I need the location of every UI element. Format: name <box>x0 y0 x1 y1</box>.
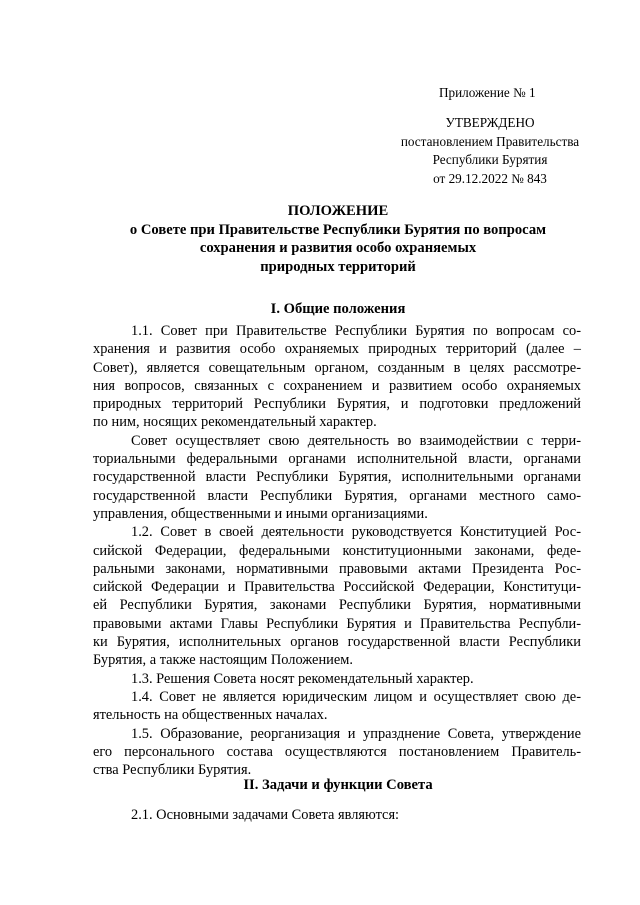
appendix-label: Приложение № 1 <box>439 85 536 100</box>
paragraph <box>93 523 581 669</box>
document-title: ПОЛОЖЕНИЕ <box>287 203 389 219</box>
paragraph <box>93 670 581 688</box>
approval-line: Республики Бурятия <box>432 152 548 167</box>
approval-stamp <box>381 114 599 188</box>
approval-line: УТВЕРЖДЕНО <box>445 115 535 130</box>
paragraph-line: природных территорий Республики Бурятия, и подготовки предложений <box>93 396 581 413</box>
section-body-general <box>93 322 581 779</box>
document-subtitle-line: природных территорий <box>260 258 416 275</box>
document-title-block <box>93 202 583 276</box>
paragraph-2-1: 2.1. Основными задачами Совета являются: <box>131 807 400 823</box>
section-heading-general: I. Общие положения <box>270 301 406 317</box>
paragraph <box>93 322 581 432</box>
paragraph-line: ятельность на общественных началах. <box>93 707 328 724</box>
section-heading-tasks: II. Задачи и функции Совета <box>243 777 433 793</box>
approval-line: постановлением Правительства <box>400 133 580 149</box>
paragraph <box>93 432 581 523</box>
paragraph-line: ния вопросов, связанных с сохранением и развитием особо охраняемых <box>93 377 581 394</box>
document-subtitle-line: о Совете при Правительстве Республики Бурятия по вопросам <box>129 221 547 238</box>
document-subtitle-line: сохранения и развития особо охраняемых <box>199 240 477 257</box>
approval-line: от 29.12.2022 № 843 <box>433 170 547 186</box>
paragraph-line: по ним, носящих рекомендательный характер. <box>93 414 377 431</box>
paragraph-line: 1.3. Решения Совета носят рекомендательный характер. <box>131 670 474 687</box>
paragraph-line: 1.1. Совет при Правительстве Республики Бурятия по вопросам со- <box>131 323 581 339</box>
paragraph-line: 1.2. Совет в своей деятельности руководствуется Конституцией Рос- <box>131 524 581 541</box>
paragraph-line: ториальными федеральными органами исполнительной власти, органами <box>93 451 581 468</box>
paragraph <box>93 725 581 780</box>
paragraph-line: Бурятия, а также настоящим Положением. <box>93 652 353 669</box>
paragraph-line: ей Республики Бурятия, законами Республики Бурятия, нормативными <box>93 597 581 614</box>
paragraph-line: ства Республики Бурятия. <box>93 762 252 779</box>
paragraph-line: сийской Федерации, федеральными конституционными законами, феде- <box>93 542 581 559</box>
paragraph-line: сийской Федерации и Правительства Российской Федерации, Конституци- <box>93 579 581 596</box>
paragraph-line: его персонального состава осуществляются постановлением Правитель- <box>93 743 581 760</box>
paragraph-line: хранения и развития особо охраняемых природных территорий (далее – <box>93 341 581 358</box>
paragraph-line: ки Бурятия, исполнительных органов государственной власти Республики <box>93 634 581 651</box>
paragraph-line: Совет), является совещательным органом, созданным в целях рассмотре- <box>93 359 581 376</box>
paragraph-line: правовыми актами Главы Республики Бурятия и Правительства Республи- <box>93 615 581 632</box>
paragraph-line: 1.4. Совет не является юридическим лицом и осуществляет свою де- <box>131 688 581 705</box>
paragraph <box>93 688 581 725</box>
paragraph-line: государственной власти Республики Бурятия, органами местного само- <box>93 487 581 504</box>
paragraph-line: 1.5. Образование, реорганизация и упразднение Совета, утверждение <box>131 725 581 742</box>
paragraph-line: Совет осуществляет свою деятельность во взаимодействии с терри- <box>131 432 581 449</box>
paragraph-line: ральными законами, нормативными правовыми актами Президента Рос- <box>93 560 581 577</box>
paragraph-line: управления, общественными и иными организациями. <box>93 505 428 522</box>
paragraph-line: государственной власти Республики Бурятия, исполнительными органами <box>93 469 581 486</box>
